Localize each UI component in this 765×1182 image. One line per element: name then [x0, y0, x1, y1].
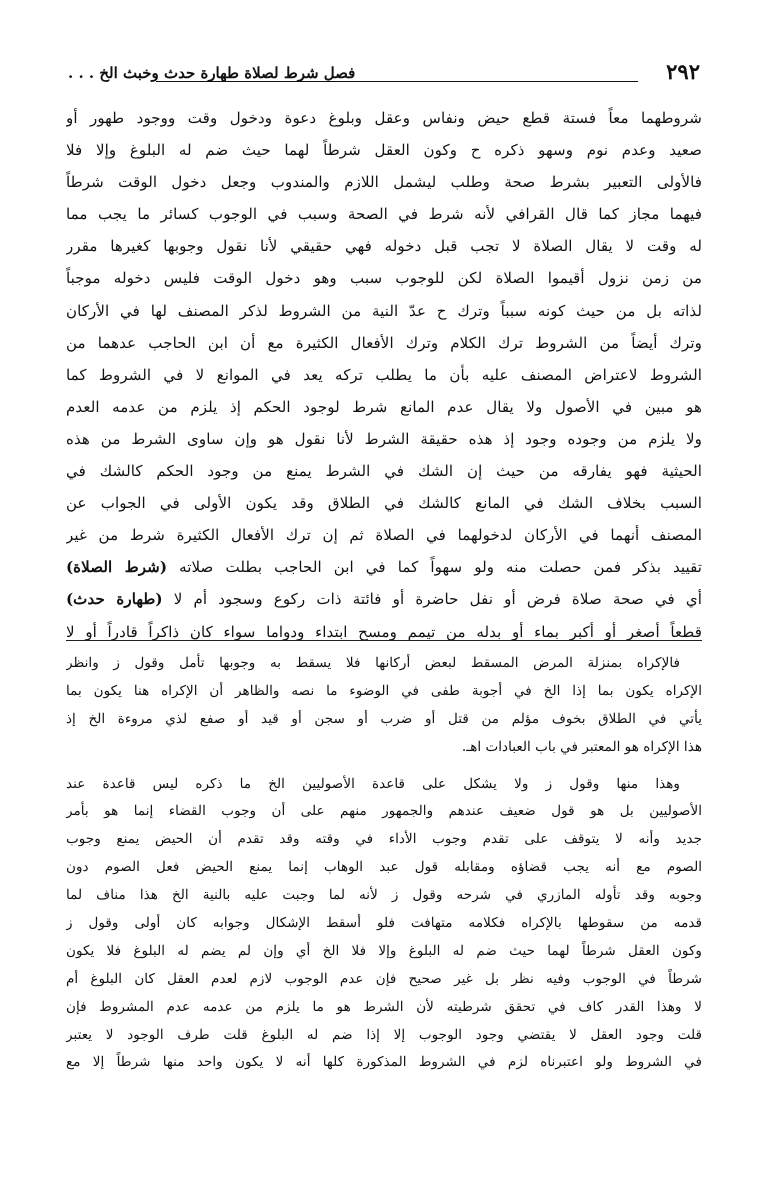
footnote-line: وهذا منها وقول ز ولا يشكل على قاعدة الأصوليين الخ ما ذكره ليس قاعدة عند — [66, 775, 680, 792]
main-text-block — [66, 102, 702, 648]
main-text-line: فالأولى التعبير بشرط صحة وطلب ليشمل اللازم والمندوب وجعل دخول الوقت شرطاً — [66, 173, 702, 192]
page-header — [68, 60, 700, 86]
main-text-line: السبب بخلاف الشك في المانع كالشك في الطلاق وقد يكون الأولى في الجواب عن — [66, 494, 702, 513]
page-number: ٢٩٢ — [666, 59, 700, 84]
bold-matn-heading: (شرط الصلاة) — [66, 558, 168, 577]
main-text-line — [66, 551, 702, 583]
footnote-line: شرطاً في الوجوب وفيه نظر بل غير صحيح فإن عدم الوجوب لازم لعدم العقل كان البلوغ أم — [66, 970, 702, 987]
main-text-line: وترك أيضاً من الشروط ترك الكلام وترك الأفعال الكثيرة مع أن ابن الحاجب عدهما من — [66, 333, 702, 352]
main-text-line: الشروط لاعتراض المصنف عليه بأن ما يطلب تركه يعد في الموانع لا في الشروط كما — [66, 365, 702, 384]
footnote-line: وكون العقل شرطاً لهما حيث ضم له البلوغ وإلا فلا الخ أي وإن لم يضم له البلوغ فلا يكون — [66, 942, 702, 959]
main-text-line: صعيد وعدم نوم وسهو ذكره ح وكون العقل شرطاً لهما حيث ضم له البلوغ وإلا فلا — [66, 141, 702, 160]
main-text-line: لذاته بل من حيث كونه سبباً وترك ح عدّ النية من الشروط لذكر المصنف لها في الأركان — [66, 301, 702, 320]
footnote-line: يأتي في الطلاق بخوف مؤلم من قتل أو ضرب أو سجن أو قيد أو صفع لذي مروءة الخ إذ — [66, 710, 702, 727]
line-text: أي في صحة صلاة فرض أو نفل حاضرة أو فائتة ذات ركوع وسجود أم لا — [173, 590, 702, 609]
main-text-line — [66, 583, 702, 615]
footnote-line: فالإكراه بمنزلة المرض المسقط لبعض أركانها فلا يسقط به وجوبها تأمل وقول ز وانظر — [66, 655, 680, 671]
main-text-line: شروطهما معاً فستة قطع حيض ونفاس وعقل وبلوغ دعوة ودخول وقت ووجود طهور أو — [66, 109, 702, 127]
bold-matn-heading: (طهارة حدث) — [66, 590, 163, 609]
running-title: فصل شرط لصلاة طهارة حدث وخبث الخ . . . — [68, 64, 356, 82]
footnote-line: هذا الإكراه هو المعتبر في باب العبادات اهـ. — [461, 738, 702, 755]
footnote-line: الأصوليين بل هو قول ضعيف عندهم والجمهور منهم على أن وجوب القضاء إنما هو بأمر — [66, 803, 702, 820]
footnote-line: جديد وأنه لا يتوقف على تقدم وجوب الأداء في وقته وقد تقدم أن الحيض يمنع وجوب — [66, 831, 702, 848]
footnote-line: وجوبه وقد تأوله المازري في شرحه وقول ز لأنه لما وجبت عليه بالنية الخ هذا مناف لما — [66, 887, 702, 904]
footnote-line: في الشروط ولو اعتبرناه لزم في الشروط المذكورة كلها أنه لا يكون واحد منها شرطاً إلا مع — [66, 1054, 702, 1071]
footnote-line: قلت وجود العقل لا يقتضي وجود الوجوب إلا إذا ضم له البلوغ قلت طرف الوجود لا يعتبر — [66, 1026, 702, 1043]
footnote-line: الصوم مع أنه يجب قضاؤه ومقابله قول عبد الوهاب إنما يمنع الحيض فعل الصوم دون — [66, 859, 702, 876]
footnote-line: قدمه من سقوطها بالإكراه فكلامه متهافت فلو أسقط الإشكال وجوابه كان أولى وقول ز — [66, 915, 702, 932]
footnote-separator — [66, 640, 702, 641]
main-text-line: ولا يلزم من وجوده وجود إذ هذه حقيقة الشرط لأنا نقول هو وإن ساوى الشرط من هذه — [66, 429, 702, 448]
main-text-line: المصنف أنهما في الأركان لدخولهما في الصلاة ثم إن ترك الأفعال الكثيرة شرط من غير — [66, 526, 702, 545]
main-text-line: قطعاً أصغر أو أكبر بماء أو بدله من تيمم ومسح ابتداء ودواما سواء كان ذاكراً قادراً أو لا — [66, 622, 702, 641]
main-text-line: من زمن نزول أقيموا الصلاة لكن للوجوب سبب وهو دخول الوقت فليس دخوله موجباً — [66, 269, 702, 288]
footnote-line: الإكراه يكون بما إذا الخ في أجوبة طفى في الوضوء ما نصه والظاهر أن الإكراه هنا يكون بما — [66, 682, 702, 699]
main-text-line: له وقت لا يقال الصلاة لا تجب قبل دخوله فهي حقيقي لأنا نقول وجوبها كغيرها مقرر — [66, 237, 702, 256]
line-text: تقييد بذكر فمن حصلت منه ولو سهواً كما في ابن الحاجب بطلت صلاته — [179, 558, 702, 577]
footnotes-block — [66, 650, 702, 1077]
main-text-line: فيهما مجاز كما قال القرافي لأنه شرط في الصحة وسبب في الوجوب كسائر ما يجب مما — [66, 205, 702, 224]
main-text-line: هو مبين في الأصول ولا يقال عدم المانع شرط لوجود الحكم إذ يلزم من عدمه العدم — [66, 397, 702, 416]
footnote-line: لا وهذا القدر كاف في تحقق شرطيته لأن الشرط هو ما يلزم من عدمه عدم المشروط فإن — [66, 998, 702, 1015]
main-text-line: الحيثية فهو يفارقه من حيث إن الشك في الشرط يمنع من وجود الحكم كالشك في — [66, 462, 702, 481]
